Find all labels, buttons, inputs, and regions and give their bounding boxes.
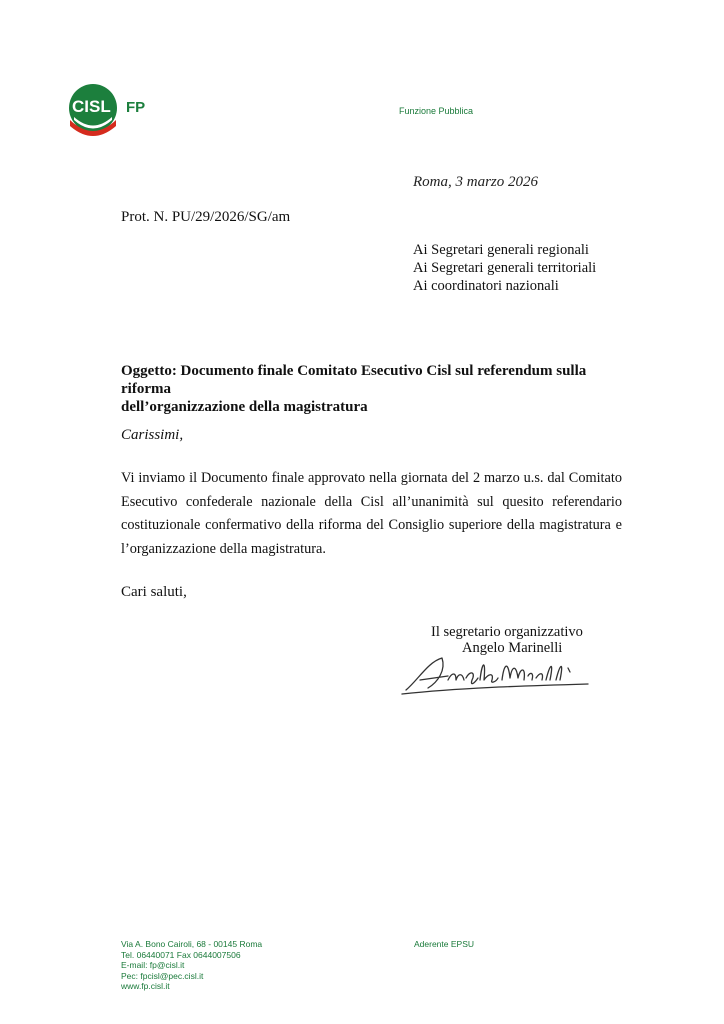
letter-date: Roma, 3 marzo 2026 xyxy=(413,174,539,190)
handwritten-signature xyxy=(398,650,594,698)
footer-contacts xyxy=(121,939,262,992)
footer-website[interactable]: www.fp.cisl.it xyxy=(121,981,170,991)
salutation: Carissimi, xyxy=(121,427,184,443)
footer-address: Via A. Bono Cairoli, 68 - 00145 Roma xyxy=(121,939,263,949)
signatory-name: Angelo Marinelli xyxy=(462,640,563,656)
closing: Cari saluti, xyxy=(121,584,187,600)
footer-email[interactable]: E-mail: fp@cisl.it xyxy=(121,960,185,970)
cisl-fp-logo xyxy=(66,84,166,140)
recipient-line: Ai coordinatori nazionali xyxy=(413,278,559,294)
department-label: Funzione Pubblica xyxy=(399,106,474,116)
recipients-block xyxy=(413,241,596,295)
footer-phone: Tel. 06440071 Fax 0644007506 xyxy=(121,949,241,960)
subject-line-2: dell’organizzazione della magistratura xyxy=(121,399,368,415)
subject-line-1: Oggetto: Documento finale Comitato Esecutivo Cisl sul referendum sulla riforma xyxy=(121,363,587,397)
logo-text-cisl: CISL xyxy=(72,97,111,116)
footer-pec[interactable]: Pec: fpcisl@pec.cisl.it xyxy=(121,970,204,981)
subject-heading xyxy=(121,362,626,416)
footer-affiliation: Aderente EPSU xyxy=(414,939,475,949)
letter-body: Vi inviamo il Documento finale approvato nella giornata del 2 marzo u.s. dal Comitato Esecutivo confederale nazionale della Cisl all’unanimità sul quesito referendario costituzionale confermativo della riforma del Consiglio superiore della magistratura e l’organizzazione della magistratura. xyxy=(121,470,622,557)
protocol-number: Prot. N. PU/29/2026/SG/am xyxy=(121,209,291,225)
recipient-line: Ai Segretari generali regionali xyxy=(413,242,589,258)
logo-text-fp: FP xyxy=(126,99,146,116)
signatory-role: Il segretario organizzativo xyxy=(431,624,583,640)
recipient-line: Ai Segretari generali territoriali xyxy=(413,260,597,276)
